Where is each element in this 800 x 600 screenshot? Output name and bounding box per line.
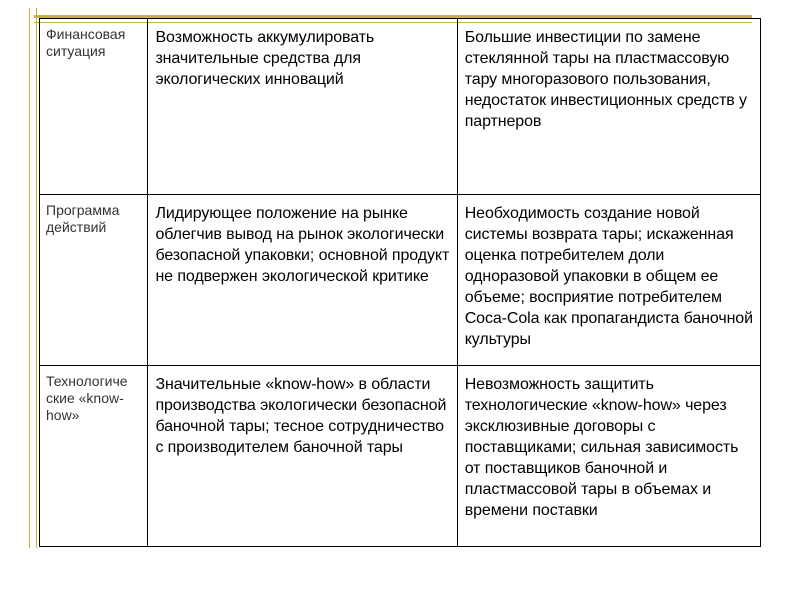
decorative-left-rule-thin: [36, 8, 37, 548]
row-label-cell: [40, 195, 148, 366]
strength-cell: [148, 195, 457, 366]
weakness-cell: [457, 19, 760, 195]
strength-cell: [148, 19, 457, 195]
row-label-cell: [40, 366, 148, 547]
strength-text: Лидирующее положение на рынке облегчив вывод на рынок экологически безопасной упаковки; основной продукт не подвержен экологической критике: [155, 205, 450, 285]
row-label: Технологиче ские «know-how»: [46, 373, 128, 423]
row-label: Программа действий: [46, 202, 120, 235]
row-label: Финансовая ситуация: [46, 26, 126, 59]
weakness-text: Необходимость создание новой системы возврата тары; искаженная оценка потребителем доли одноразовой упаковки в общем ее объеме; восприятие потребителем Coca-Cola как пропагандиста баночной культуры: [464, 205, 753, 348]
decorative-left-rule: [29, 8, 30, 548]
strength-text: Возможность аккумулировать значительные средства для экологических инноваций: [155, 29, 375, 88]
weakness-text: Невозможность защитить технологические «know-how» через эксклюзивные договоры с поставщиками; сильная зависимость от поставщиков баночной и пластмассовой тары в объемах и времени поставки: [464, 376, 739, 519]
weakness-cell: [457, 366, 760, 547]
table-row: [40, 366, 761, 547]
swot-table: [39, 18, 761, 547]
weakness-text: Большие инвестиции по замене стеклянной тары на пластмассовую тару многоразового пользования, недостаток инвестиционных средств у партнеров: [464, 29, 747, 130]
table-row: [40, 195, 761, 366]
weakness-cell: [457, 195, 760, 366]
strength-cell: [148, 366, 457, 547]
row-label-cell: [40, 19, 148, 195]
table-row: [40, 19, 761, 195]
strength-text: Значительные «know-how» в области производства экологически безопасной баночной тары; тесное сотрудничество с производителем баночной тары: [155, 376, 447, 456]
